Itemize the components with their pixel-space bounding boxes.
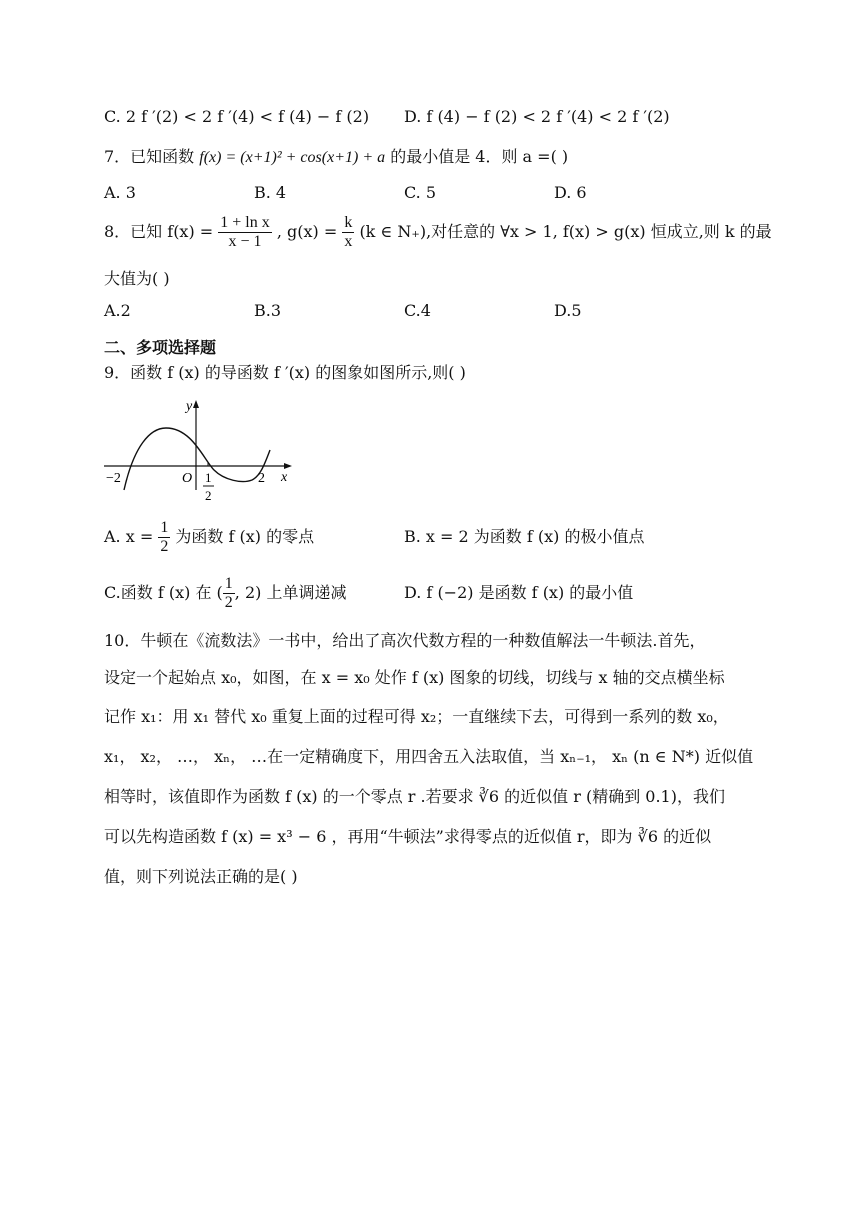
q10-line-4: x₁， x₂， …， xₙ， …在一定精确度下，用四舍五入法取值，当 xₙ₋₁， xₙ (n ∈ N*) 近似值 <box>104 747 754 766</box>
graph-x-label: x <box>281 470 288 485</box>
q9-a-den: 2 <box>160 538 169 555</box>
q9-c-pre: C.函数 f (x) 在 ( <box>104 583 223 602</box>
q7-option-c: C. 5 <box>404 183 437 202</box>
graph-x-arrow <box>284 463 292 469</box>
q9-option-b: B. x = 2 为函数 f (x) 的极小值点 <box>404 527 645 546</box>
q8-f-denominator: x − 1 <box>228 233 262 250</box>
graph-half-num: 1 <box>205 470 212 485</box>
q8-post: ,对任意的 ∀x > 1, f(x) > g(x) 恒成立,则 k 的最 <box>426 222 772 241</box>
q7-formula: f(x) = (x+1)² + cos(x+1) + a <box>199 149 386 166</box>
q10-line-1: 10．牛顿在《流数法》一书中，给出了高次代数方程的一种数值解法一牛顿法.首先， <box>104 631 706 650</box>
section-heading: 二、多项选择题 <box>104 338 217 357</box>
q7-option-d: D. 6 <box>554 183 587 202</box>
q9-c-post: , 2) 上单调递减 <box>234 583 347 602</box>
q9-option-d: D. f (−2) 是函数 f (x) 的最小值 <box>404 583 634 602</box>
q8-mid: , g(x) = <box>276 222 343 241</box>
q9-option-c <box>104 575 346 612</box>
q8-option-b: B.3 <box>254 301 282 320</box>
q9-derivative-graph <box>100 394 300 512</box>
q9-a-fraction <box>158 519 170 556</box>
q8-pre: 8．已知 f(x) = <box>104 222 219 241</box>
q8-f-numerator: 1 + ln x <box>220 214 270 231</box>
q10-line-2: 设定一个起始点 x₀，如图，在 x = x₀ 处作 f (x) 图象的切线，切线与 x 轴的交点横坐标 <box>104 668 725 687</box>
q8-g-denominator: x <box>344 233 353 250</box>
q8-condition: (k ∈ N₊) <box>359 222 427 241</box>
q9-c-num: 1 <box>224 575 233 592</box>
q9-stem: 9．函数 f (x) 的导函数 f ′(x) 的图象如图所示,则( ) <box>104 363 466 382</box>
q8-g-fraction <box>342 214 354 251</box>
graph-half-den: 2 <box>205 488 212 503</box>
graph-neg2-label: −2 <box>106 471 121 486</box>
q7-stem-post: 的最小值是 4．则 a =( ) <box>385 147 569 166</box>
q9-option-a <box>104 519 314 556</box>
q9-a-post: 为函数 f (x) 的零点 <box>170 527 315 546</box>
q6-option-d: D. f (4) − f (2) < 2 f ′(4) < 2 f ′(2) <box>404 107 670 126</box>
q8-option-a: A.2 <box>104 301 131 320</box>
q8-option-d: D.5 <box>554 301 582 320</box>
q7-option-a: A. 3 <box>104 183 136 202</box>
q8-option-c: C.4 <box>404 301 431 320</box>
graph-y-label: y <box>186 399 193 414</box>
q7-stem <box>104 146 568 169</box>
graph-origin-label: O <box>182 471 193 486</box>
q8-f-fraction <box>218 214 271 251</box>
q8-line2: 大值为( ) <box>104 269 170 288</box>
q8-g-numerator: k <box>344 214 353 231</box>
q9-a-pre: A. x = <box>104 527 159 546</box>
q10-line-7: 值，则下列说法正确的是( ) <box>104 867 298 886</box>
graph-2-label: 2 <box>258 471 265 486</box>
q8-stem <box>104 214 772 251</box>
q10-line-3: 记作 x₁：用 x₁ 替代 x₀ 重复上面的过程可得 x₂；一直继续下去，可得到一系列的数 x₀， <box>104 707 729 726</box>
q9-c-den: 2 <box>224 594 233 611</box>
graph-y-arrow <box>193 400 199 408</box>
q10-line-5: 相等时，该值即作为函数 f (x) 的一个零点 r .若要求 ∛6 的近似值 r (精确到 0.1)，我们 <box>104 787 725 806</box>
q7-option-b: B. 4 <box>254 183 287 202</box>
q9-a-num: 1 <box>160 519 169 536</box>
graph-curve <box>124 428 270 490</box>
q10-line-6: 可以先构造函数 f (x) = x³ − 6 ，再用“牛顿法”求得零点的近似值 r，即为 ∛6 的近似 <box>104 827 712 846</box>
q6-option-c: C. 2 f ′(2) < 2 f ′(4) < f (4) − f (2) <box>104 107 370 126</box>
q7-stem-pre: 7．已知函数 <box>104 147 200 166</box>
q9-c-fraction <box>223 575 235 612</box>
